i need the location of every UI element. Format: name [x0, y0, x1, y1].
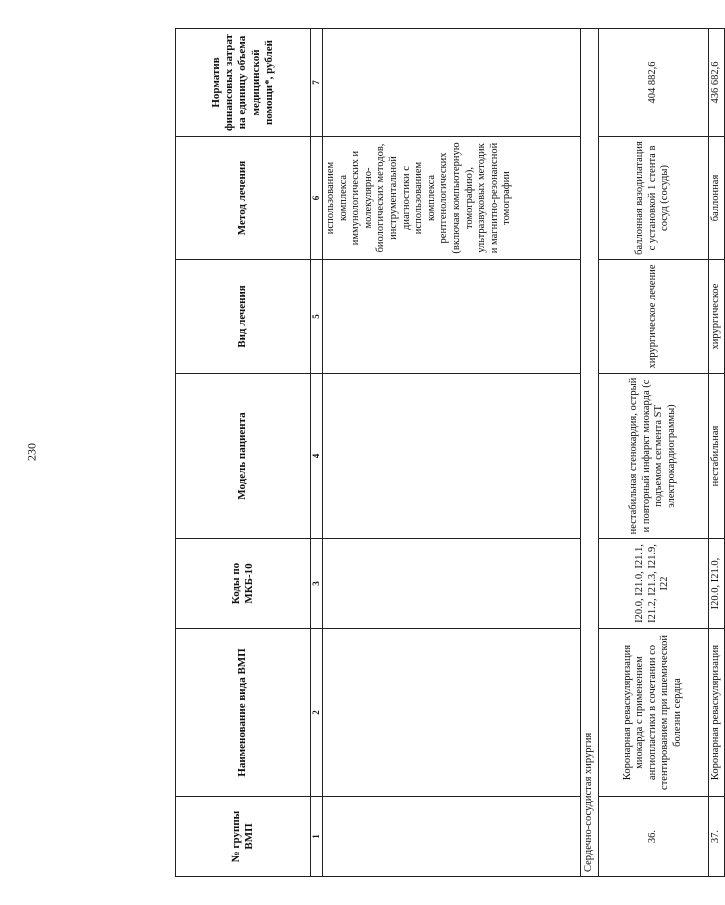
table-cell — [323, 629, 581, 797]
patient-model-cell: нестабильная — [708, 374, 725, 539]
table-row — [708, 29, 725, 877]
col-number: 5 — [311, 260, 323, 374]
vmp-table — [175, 28, 725, 877]
header-patient-model: Модель пациента — [176, 374, 311, 539]
header-vmp-name: Наименование вида ВМП — [176, 629, 311, 797]
group-number-cell: 36. — [598, 797, 708, 877]
treatment-method-cell: баллонная — [708, 137, 725, 260]
continuation-row — [323, 29, 581, 877]
treatment-method-cell: баллонная вазодилатация с установкой 1 стента в сосуд (сосуды) — [598, 137, 708, 260]
table-cell — [323, 29, 581, 137]
table-row — [598, 29, 708, 877]
icd-codes-cell: I20.0, I21.0, I21.1, I21.2, I21.3, I21.9, I22 — [598, 539, 708, 629]
cost-cell: 404 882,6 — [598, 29, 708, 137]
col-number: 3 — [311, 539, 323, 629]
icd-codes-cell: I20.0, I21.0, — [708, 539, 725, 629]
treatment-type-cell: хирургическое лечение — [598, 260, 708, 374]
header-treatment-type: Вид лечения — [176, 260, 311, 374]
col-number: 2 — [311, 629, 323, 797]
group-number-cell: 37. — [708, 797, 725, 877]
col-number: 1 — [311, 797, 323, 877]
header-treatment-method: Метод лечения — [176, 137, 311, 260]
continuation-method-cell: использованием комплекса иммунологических и молекулярно-биологических методов, инструментальной диагностики с использованием комплекса рентгенологических (включая компьютерную томографию), ультразвуковых методик и магнитно-резонансной томографии — [323, 137, 581, 260]
page-number: 230 — [24, 443, 39, 461]
vmp-name-cell: Коронарная реваскуляризация миокарда с применением ангиопластики в сочетании со стентированием при ишемической болезни сердца — [598, 629, 708, 797]
header-row — [176, 29, 311, 877]
table-cell — [323, 539, 581, 629]
column-number-row — [311, 29, 323, 877]
col-number: 4 — [311, 374, 323, 539]
table-cell — [323, 797, 581, 877]
section-title: Сердечно-сосудистая хирургия — [581, 29, 599, 877]
cost-cell: 436 682,6 — [708, 29, 725, 137]
treatment-type-cell: хирургическое — [708, 260, 725, 374]
header-cost-standard: Норматив финансовых затрат на единицу объема медицинской помощи*, рублей — [176, 29, 311, 137]
rotated-table-frame — [175, 29, 721, 877]
table-cell — [323, 260, 581, 374]
col-number: 6 — [311, 137, 323, 260]
table-cell — [323, 374, 581, 539]
header-icd-codes: Коды по МКБ-10 — [176, 539, 311, 629]
patient-model-cell: нестабильная стенокардия, острый и повторный инфаркт миокарда (с подъемом сегмента ST электрокардиограммы) — [598, 374, 708, 539]
section-row — [581, 29, 599, 877]
header-group-number: № группы ВМП — [176, 797, 311, 877]
vmp-name-cell: Коронарная реваскуляризация — [708, 629, 725, 797]
col-number: 7 — [311, 29, 323, 137]
